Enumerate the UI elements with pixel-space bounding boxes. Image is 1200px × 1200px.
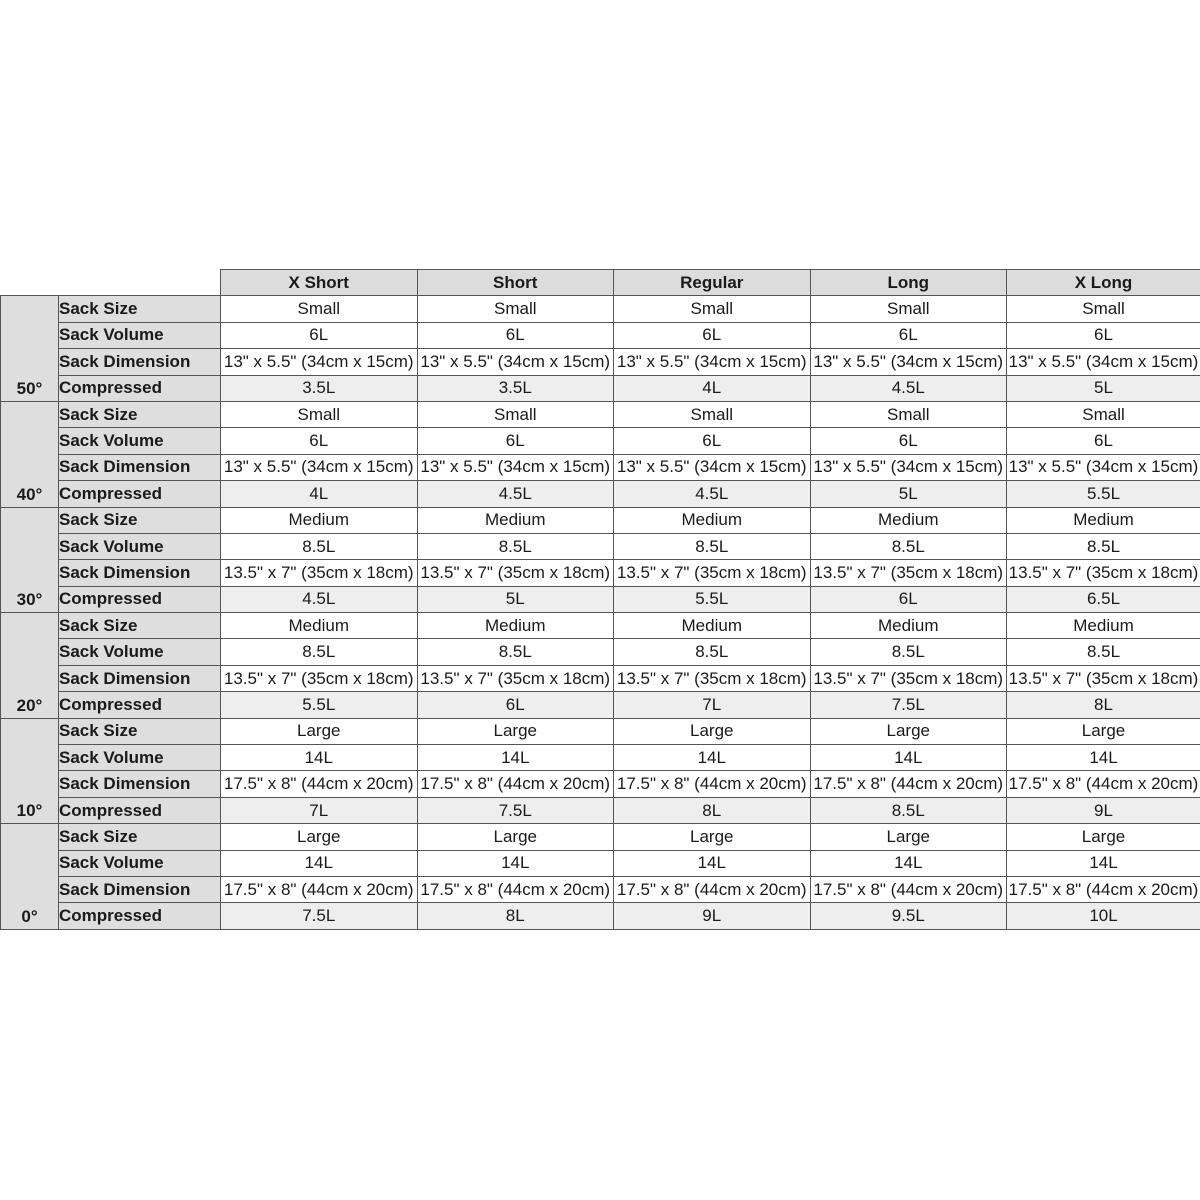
row-label-sack-volume: Sack Volume [59,428,221,454]
sack-size-table [0,269,1200,930]
table-row [1,533,1200,559]
table-cell: 8L [614,797,811,823]
table-cell: 14L [221,850,418,876]
table-cell: 13.5" x 7" (35cm x 18cm) [221,665,418,691]
table-cell: 13.5" x 7" (35cm x 18cm) [614,560,811,586]
table-cell: 8.5L [1007,639,1200,665]
table-cell: 13" x 5.5" (34cm x 15cm) [417,454,614,480]
table-cell: 13.5" x 7" (35cm x 18cm) [417,560,614,586]
row-label-sack-dimension: Sack Dimension [59,454,221,480]
table-cell: 17.5" x 8" (44cm x 20cm) [417,771,614,797]
row-label-sack-volume: Sack Volume [59,322,221,348]
table-cell: 6L [221,428,418,454]
table-cell: 17.5" x 8" (44cm x 20cm) [810,771,1007,797]
row-label-sack-size: Sack Size [59,613,221,639]
row-label-sack-dimension: Sack Dimension [59,560,221,586]
table-cell: 6L [810,586,1007,612]
temperature-rating-label: 30° [1,507,59,613]
table-row [1,375,1200,401]
table-cell: 5.5L [221,692,418,718]
table-row [1,665,1200,691]
table-cell: 6L [810,322,1007,348]
table-cell: 13.5" x 7" (35cm x 18cm) [221,560,418,586]
table-cell: Small [1007,401,1200,427]
row-label-compressed: Compressed [59,375,221,401]
row-label-sack-dimension: Sack Dimension [59,349,221,375]
temperature-rating-label: 40° [1,401,59,507]
table-row [1,692,1200,718]
table-cell: 8.5L [810,797,1007,823]
temperature-rating-label: 50° [1,296,59,402]
column-header-long: Long [810,270,1007,296]
table-cell: 13" x 5.5" (34cm x 15cm) [810,349,1007,375]
table-cell: 17.5" x 8" (44cm x 20cm) [1007,876,1200,902]
table-cell: 8.5L [614,639,811,665]
table-row [1,718,1200,744]
table-row [1,771,1200,797]
table-row [1,903,1200,929]
table-cell: 6.5L [1007,586,1200,612]
table-cell: Small [810,401,1007,427]
table-cell: Medium [417,507,614,533]
table-cell: 8.5L [221,533,418,559]
table-cell: 17.5" x 8" (44cm x 20cm) [1007,771,1200,797]
table-cell: Medium [614,613,811,639]
temperature-rating-label: 0° [1,824,59,930]
table-cell: 8.5L [810,639,1007,665]
table-cell: 13" x 5.5" (34cm x 15cm) [614,454,811,480]
table-cell: 8.5L [810,533,1007,559]
table-cell: 14L [417,850,614,876]
temperature-rating-label: 10° [1,718,59,824]
table-cell: 7L [221,797,418,823]
table-cell: Large [1007,718,1200,744]
table-cell: 4.5L [417,481,614,507]
table-row [1,613,1200,639]
column-header-x-short: X Short [221,270,418,296]
row-label-sack-size: Sack Size [59,401,221,427]
table-cell: Medium [417,613,614,639]
column-header-x-long: X Long [1007,270,1200,296]
table-cell: 7.5L [810,692,1007,718]
column-header-short: Short [417,270,614,296]
table-cell: Small [417,401,614,427]
table-cell: 5L [810,481,1007,507]
table-cell: 13.5" x 7" (35cm x 18cm) [417,665,614,691]
table-row [1,401,1200,427]
table-cell: 17.5" x 8" (44cm x 20cm) [221,876,418,902]
table-row [1,876,1200,902]
table-cell: 10L [1007,903,1200,929]
table-cell: 6L [417,428,614,454]
row-label-sack-volume: Sack Volume [59,745,221,771]
table-cell: 9.5L [810,903,1007,929]
table-cell: 7.5L [221,903,418,929]
table-cell: 17.5" x 8" (44cm x 20cm) [221,771,418,797]
column-header-regular: Regular [614,270,811,296]
table-cell: 14L [417,745,614,771]
table-cell: 17.5" x 8" (44cm x 20cm) [417,876,614,902]
row-label-compressed: Compressed [59,903,221,929]
table-cell: Large [614,824,811,850]
table-cell: 7.5L [417,797,614,823]
table-cell: 14L [614,745,811,771]
table-row [1,428,1200,454]
table-row [1,296,1200,322]
row-label-sack-volume: Sack Volume [59,639,221,665]
table-cell: 14L [1007,745,1200,771]
header-row [1,270,1200,296]
table-cell: 8L [417,903,614,929]
table-cell: 14L [614,850,811,876]
row-label-sack-dimension: Sack Dimension [59,665,221,691]
table-cell: 6L [417,322,614,348]
table-cell: 5.5L [614,586,811,612]
table-cell: Small [1007,296,1200,322]
table-row [1,797,1200,823]
temperature-rating-label: 20° [1,613,59,719]
table-cell: 17.5" x 8" (44cm x 20cm) [614,771,811,797]
table-cell: 6L [221,322,418,348]
table-row [1,639,1200,665]
table-cell: Medium [810,507,1007,533]
table-cell: 8L [1007,692,1200,718]
table-cell: Large [810,718,1007,744]
table-cell: Small [614,401,811,427]
table-cell: Medium [221,613,418,639]
table-cell: Medium [810,613,1007,639]
table-cell: Small [221,401,418,427]
table-cell: 17.5" x 8" (44cm x 20cm) [810,876,1007,902]
table-cell: 4.5L [614,481,811,507]
table-cell: 3.5L [417,375,614,401]
table-cell: 14L [1007,850,1200,876]
table-cell: 13" x 5.5" (34cm x 15cm) [614,349,811,375]
row-label-compressed: Compressed [59,692,221,718]
table-row [1,745,1200,771]
table-cell: Small [417,296,614,322]
table-cell: Medium [1007,507,1200,533]
table-cell: 5L [417,586,614,612]
table-cell: 13.5" x 7" (35cm x 18cm) [1007,665,1200,691]
table-cell: 17.5" x 8" (44cm x 20cm) [614,876,811,902]
table-cell: 13" x 5.5" (34cm x 15cm) [1007,349,1200,375]
table-cell: 3.5L [221,375,418,401]
table-cell: 8.5L [417,533,614,559]
table-cell: 8.5L [614,533,811,559]
row-label-compressed: Compressed [59,797,221,823]
table-cell: 9L [1007,797,1200,823]
table-cell: 6L [1007,428,1200,454]
row-label-compressed: Compressed [59,481,221,507]
table-cell: 4.5L [221,586,418,612]
table-row [1,481,1200,507]
row-label-compressed: Compressed [59,586,221,612]
table-cell: Large [417,824,614,850]
table-cell: 14L [810,850,1007,876]
table-cell: 7L [614,692,811,718]
table-cell: Large [1007,824,1200,850]
table-cell: 5.5L [1007,481,1200,507]
table-cell: 13.5" x 7" (35cm x 18cm) [1007,560,1200,586]
table-cell: 8.5L [1007,533,1200,559]
table-cell: Large [417,718,614,744]
row-label-sack-size: Sack Size [59,718,221,744]
table-cell: Small [221,296,418,322]
table-cell: 6L [1007,322,1200,348]
table-row [1,349,1200,375]
table-cell: 13" x 5.5" (34cm x 15cm) [810,454,1007,480]
table-cell: 14L [221,745,418,771]
table-body [1,296,1200,929]
table-row [1,322,1200,348]
table-cell: 4L [614,375,811,401]
table-cell: Small [810,296,1007,322]
table-cell: 13.5" x 7" (35cm x 18cm) [810,665,1007,691]
table-cell: Large [221,718,418,744]
table-cell: Large [614,718,811,744]
table-cell: Medium [614,507,811,533]
table-cell: Medium [221,507,418,533]
table-cell: 13" x 5.5" (34cm x 15cm) [221,349,418,375]
table-cell: 6L [614,322,811,348]
table-row [1,586,1200,612]
table-cell: 13" x 5.5" (34cm x 15cm) [417,349,614,375]
table-row [1,507,1200,533]
row-label-sack-volume: Sack Volume [59,533,221,559]
table-row [1,560,1200,586]
table-cell: 13.5" x 7" (35cm x 18cm) [614,665,811,691]
table-corner [1,270,221,296]
table-cell: 6L [810,428,1007,454]
table-cell: 8.5L [221,639,418,665]
table-cell: Large [810,824,1007,850]
table-row [1,824,1200,850]
table-row [1,850,1200,876]
row-label-sack-size: Sack Size [59,296,221,322]
table-row [1,454,1200,480]
table-cell: 4L [221,481,418,507]
table-cell: Large [221,824,418,850]
table-cell: 13.5" x 7" (35cm x 18cm) [810,560,1007,586]
row-label-sack-size: Sack Size [59,507,221,533]
row-label-sack-size: Sack Size [59,824,221,850]
table-cell: 13" x 5.5" (34cm x 15cm) [221,454,418,480]
table-cell: 5L [1007,375,1200,401]
table-cell: 6L [614,428,811,454]
table-cell: 8.5L [417,639,614,665]
row-label-sack-volume: Sack Volume [59,850,221,876]
row-label-sack-dimension: Sack Dimension [59,876,221,902]
table-cell: 9L [614,903,811,929]
table-cell: 14L [810,745,1007,771]
table-cell: 4.5L [810,375,1007,401]
table-cell: Small [614,296,811,322]
table-cell: 13" x 5.5" (34cm x 15cm) [1007,454,1200,480]
row-label-sack-dimension: Sack Dimension [59,771,221,797]
table-cell: Medium [1007,613,1200,639]
table-cell: 6L [417,692,614,718]
